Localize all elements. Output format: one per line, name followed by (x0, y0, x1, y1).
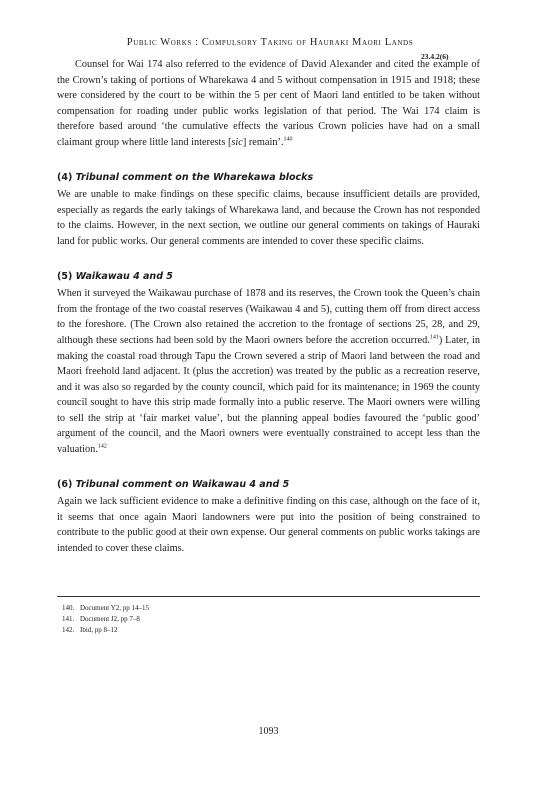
footnote-ref-140[interactable]: 140 (283, 136, 293, 143)
footnote-ref-142[interactable]: 142 (97, 443, 107, 450)
footnote-divider (57, 596, 480, 597)
section-5-text-b: ) Later, in making the coastal road through Tapu the Crown severed a strip of Maori land between the road and Maori freehold land adjacent. It (plus the accretion) was treated by the public as a recreation reserve, and it was also so regarded by the county council, which paid for its maintenance; in 1969 the county council sought to have this strip made formally into a public reserve. The Maori owners were willing to sell the strip at ‘fair market value’, but the planning appeal bodies favoured the ‘public good’ argument of the council, and the Maori owners were eventually constrained to accept less than the valuation. (57, 334, 480, 456)
footnote-number: 141. (62, 615, 75, 623)
section-5-text-a: When it surveyed the Waikawau purchase of 1878 and its reserves, the Crown took the Queen’s chain from the frontage of the two coastal reserves (Waikawau 4 and 5), cutting them off from direct access to the foreshore. (The Crown also retained the accretion to the frontage of sections 25, 28, and 29, although these sections had been sold by the Maori owners before the accretion occurred. (57, 288, 480, 346)
intro-text: Counsel for Wai 174 also referred to the evidence of David Alexander and cited the example of the Crown’s taking of portions of Wharekawa 4 and 5 without compensation in 1915 and 1918; these were considered by the court to be within the 5 per cent of Maori land entitled to be taken without compensation for roading under public works legislation of that period. The Wai 174 claim is therefore based around ‘the cumulative effects the various Crown policies have had on a small claimant group where little land interests [ (57, 59, 480, 148)
footnote-number: 142. (62, 626, 75, 634)
section-number-label: (4) (57, 171, 73, 183)
footnote-number: 140. (62, 604, 75, 612)
intro-text-end: ] remain’. (242, 136, 284, 148)
section-heading-6 (57, 477, 480, 493)
running-head: Public Works : Compulsory Taking of Hauraki Maori Lands (126, 37, 414, 48)
body-text (57, 57, 480, 557)
footnote-text: Ibid, pp 8–12 (80, 626, 118, 634)
section-heading-5 (57, 269, 480, 285)
footnote-text: Document Y2, pp 14–15 (80, 604, 149, 612)
footnote-item (62, 614, 362, 625)
footnote-item (62, 625, 362, 636)
section-number: 23.4.2(6) (421, 52, 449, 61)
section-heading-4 (57, 170, 480, 186)
footnotes (62, 603, 362, 636)
section-number-label: (5) (57, 270, 73, 282)
page-number: 1093 (258, 726, 279, 737)
section-number-label: (6) (57, 478, 73, 490)
section-6-paragraph: Again we lack sufficient evidence to make a definitive finding on this case, although on the face of it, it seems that once again Maori landowners were put into the position of being constrained to contribute to the public good at their own expense. Our general comments on public works takings are intended to cover these claims. (57, 496, 480, 555)
section-title: Tribunal comment on Waikawau 4 and 5 (75, 478, 290, 490)
section-5-paragraph (57, 286, 480, 458)
footnote-ref-141[interactable]: 141 (429, 334, 439, 341)
section-4-paragraph: We are unable to make findings on these specific claims, because insufficient details are provided, especially as regards the early takings of Wharekawa land, and because the Crown has not responded to the claims. However, in the next section, we outline our general comments on takings of Hauraki land for public works. Our general comments are intended to cover these specific claims. (57, 189, 480, 247)
section-title: Waikawau 4 and 5 (75, 270, 173, 282)
sic-marker: sic (231, 136, 243, 148)
intro-paragraph (57, 57, 480, 151)
footnote-item (62, 603, 362, 614)
section-title: Tribunal comment on the Wharekawa blocks (75, 171, 314, 183)
footnote-text: Document J2, pp 7–8 (80, 615, 140, 623)
